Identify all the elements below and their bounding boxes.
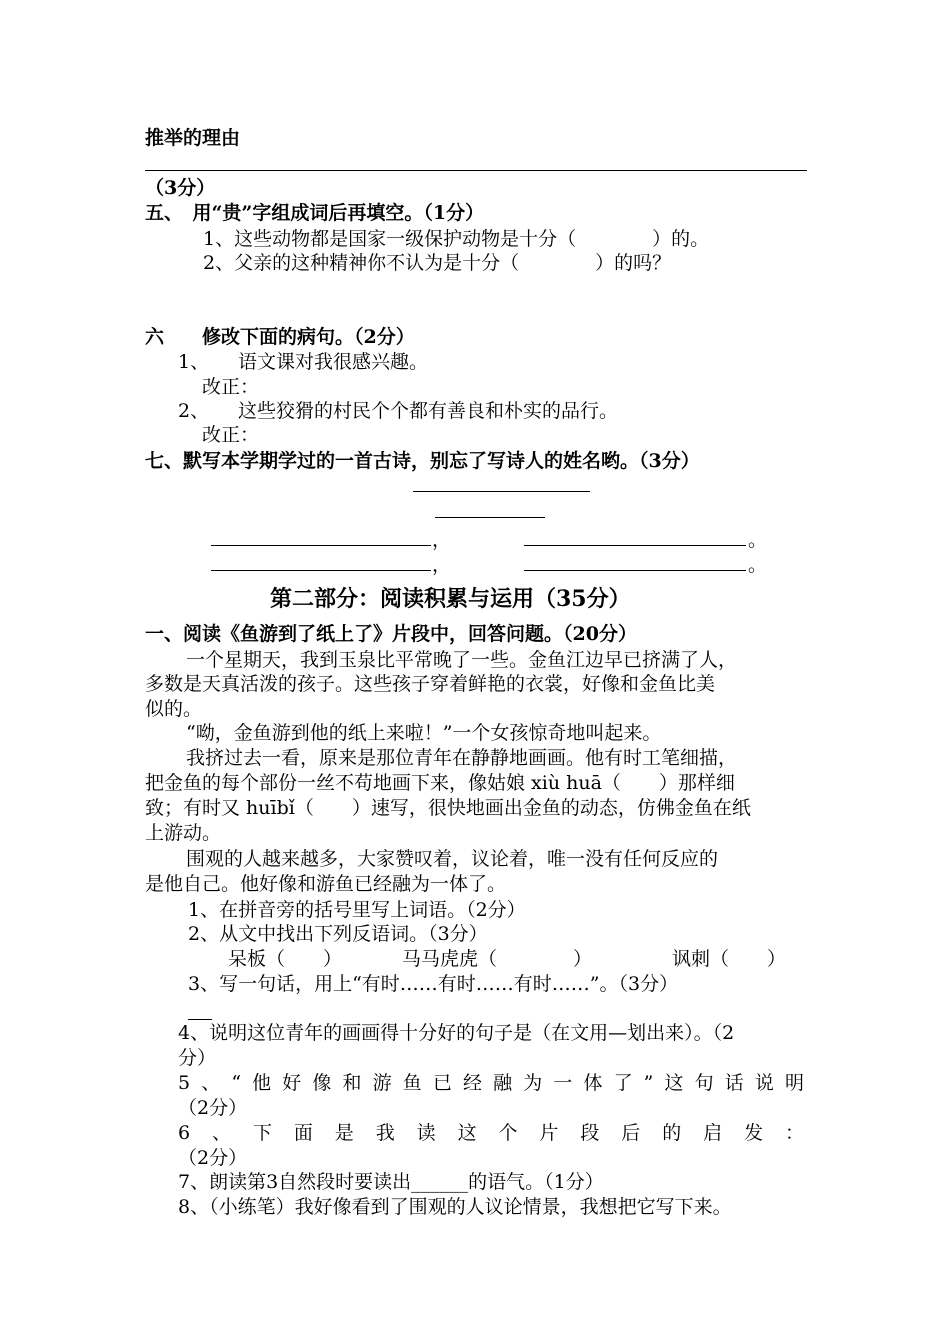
- section-5-item-2: 2、父亲的这种精神你不认为是十分（ ）的吗？: [203, 252, 672, 274]
- passage-line: 我挤过去一看，原来是那位青年在静静地画画。他有时工笔细描，: [186, 747, 738, 769]
- poem-line-1a[interactable]: [211, 545, 431, 546]
- passage-line: 上游动。: [145, 822, 222, 844]
- question-7: 7、朗读第3自然段时要读出______的语气。（1分）: [178, 1171, 604, 1193]
- reading-title: 一、阅读《鱼游到了纸上了》片段中，回答问题。（20分）: [145, 623, 637, 645]
- section-6-item-2-number: 2、: [178, 400, 210, 422]
- section-6-item-1-correction: 改正：: [202, 376, 260, 398]
- passage-line: “呦，金鱼游到他的纸上来啦！”一个女孩惊奇地叫起来。: [186, 722, 662, 744]
- answer-line[interactable]: [188, 1019, 212, 1020]
- poem-line-2b[interactable]: [524, 570, 746, 571]
- comma-mark: ，: [432, 529, 452, 551]
- question-2: 2、从文中找出下列反语词。（3分）: [188, 923, 488, 945]
- section-6-item-2-correction: 改正：: [202, 424, 260, 446]
- section-5-item-1: 1、这些动物都是国家一级保护动物是十分（ ）的。: [203, 228, 710, 250]
- question-1: 1、在拼音旁的括号里写上词语。（2分）: [188, 899, 526, 921]
- period-mark: 。: [748, 529, 768, 551]
- question-5-line-1: 5、“他好像和游鱼已经融为一体了”这句话说明: [178, 1072, 804, 1094]
- question-4-line-2: 分）: [178, 1047, 217, 1069]
- score-note: （3分）: [145, 177, 216, 199]
- antonym-item-2: 马马虎虎（ ）: [402, 948, 593, 970]
- poem-title-line[interactable]: [413, 491, 590, 492]
- section-6-item-1-text: 语文课对我很感兴趣。: [238, 351, 429, 373]
- question-5-line-2: （2分）: [178, 1097, 248, 1119]
- passage-line: 致；有时又 huībǐ（ ）速写，很快地画出金鱼的动态，仿佛金鱼在纸: [145, 797, 751, 819]
- section-6-item-1-number: 1、: [178, 351, 210, 373]
- period-mark: 。: [748, 554, 768, 576]
- question-6-line-2: （2分）: [178, 1147, 248, 1169]
- passage-line: 是他自己。他好像和游鱼已经融为一体了。: [145, 873, 507, 895]
- answer-line[interactable]: [145, 170, 807, 171]
- question-3: 3、写一句话，用上“有时……有时……有时……”。（3分）: [188, 973, 679, 995]
- section-6-title: 六 修改下面的病句。（2分）: [145, 326, 415, 348]
- antonym-item-1: 呆板（ ）: [228, 948, 343, 970]
- comma-mark: ，: [432, 554, 452, 576]
- poet-name-line[interactable]: [435, 517, 545, 518]
- passage-line: 围观的人越来越多，大家赞叹着，议论着，唯一没有任何反应的: [186, 848, 719, 870]
- passage-line: 把金鱼的每个部份一丝不苟地画下来，像姑娘 xiù huā（ ）那样细: [145, 772, 735, 794]
- passage-line: 一个星期天，我到玉泉比平常晚了一些。金鱼江边早已挤满了人，: [186, 649, 738, 671]
- section-5-title: 五、 用“贵”字组成词后再填空。（1分）: [145, 202, 485, 224]
- section-7-title: 七、默写本学期学过的一首古诗，别忘了写诗人的姓名哟。（3分）: [145, 450, 700, 472]
- question-8: 8、（小练笔）我好像看到了围观的人议论情景，我想把它写下来。: [178, 1196, 732, 1218]
- section-6-item-2-text: 这些狡猾的村民个个都有善良和朴实的品行。: [238, 400, 619, 422]
- passage-line: 多数是天真活泼的孩子。这些孩子穿着鲜艳的衣裳，好像和金鱼比美: [145, 673, 716, 695]
- reason-label: 推举的理由: [145, 127, 241, 149]
- poem-line-1b[interactable]: [524, 545, 746, 546]
- part-2-heading: 第二部分：阅读积累与运用（35分）: [270, 586, 631, 612]
- question-6-line-1: 6、下面是我读这个片段后的启发：: [178, 1122, 804, 1144]
- antonym-item-3: 讽刺（ ）: [672, 948, 787, 970]
- question-4-line-1: 4、说明这位青年的画画得十分好的句子是（在文用—划出来）。（2: [178, 1022, 735, 1044]
- passage-line: 似的。: [145, 698, 203, 720]
- poem-line-2a[interactable]: [211, 570, 431, 571]
